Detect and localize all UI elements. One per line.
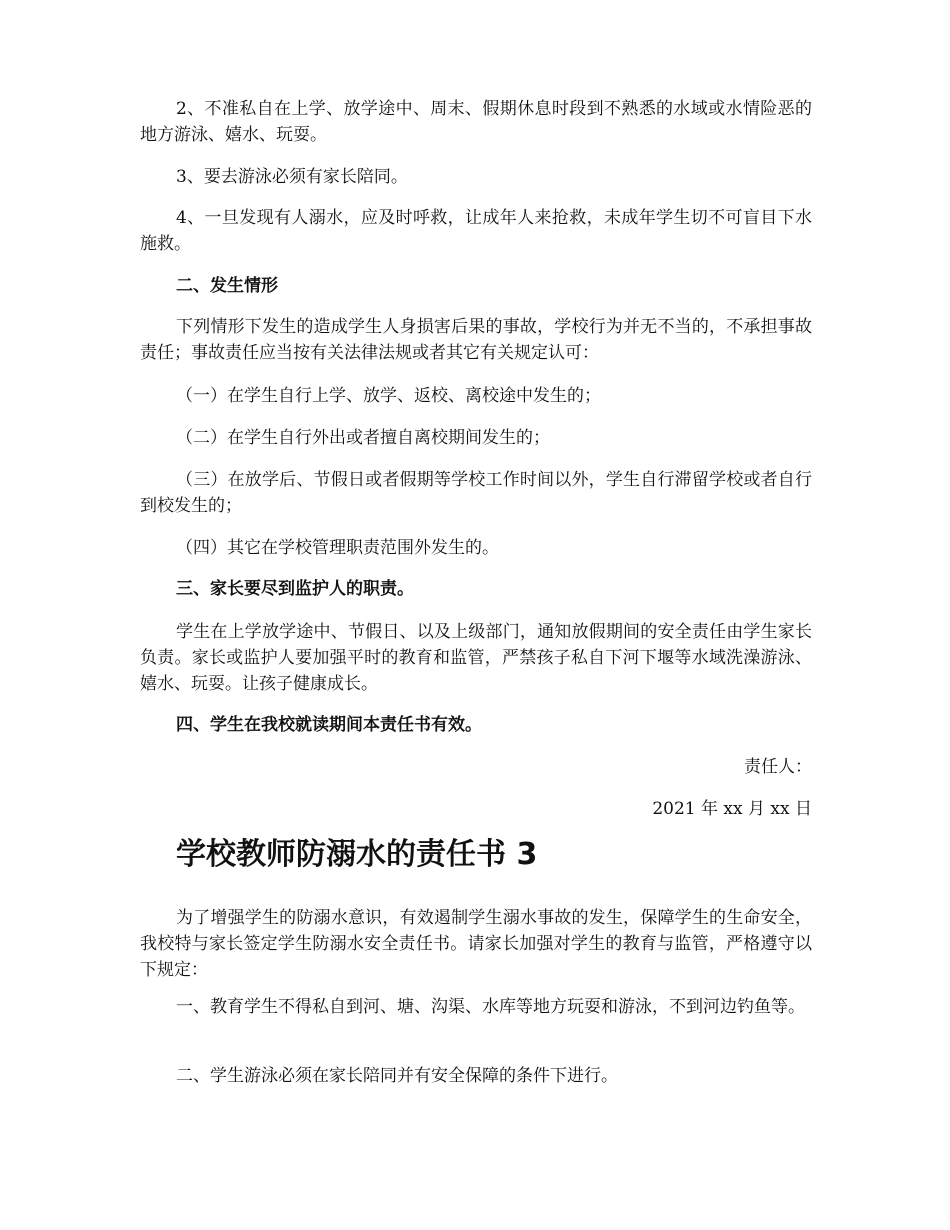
paragraph-rule-2: 二、学生游泳必须在家长陪同并有安全保障的条件下进行。 [176,1066,618,1086]
document-title: 学校教师防溺水的责任书 3 [176,837,538,872]
paragraph-case-2: （二）在学生自行外出或者擅自离校期间发生的； [176,428,550,448]
paragraph-case-3: （三）在放学后、节假日或者假期等学校工作时间以外，学生自行滞留学校或者自行到校发生的； [140,470,812,516]
paragraph-item-3: 3、要去游泳必须有家长陪同。 [176,167,408,187]
section-heading-guardian: 三、家长要尽到监护人的职责。 [176,579,414,599]
paragraph-rule-1: 一、教育学生不得私自到河、塘、沟渠、水库等地方玩耍和游泳，不到河边钓鱼等。 [176,997,805,1017]
paragraph-case-1: （一）在学生自行上学、放学、返校、离校途中发生的； [176,386,601,406]
paragraph-item-2: 2、不准私自在上学、放学途中、周末、假期休息时段到不熟悉的水域或水情险恶的地方游泳、嬉水、玩耍。 [140,99,812,145]
paragraph-occurrence-intro: 下列情形下发生的造成学生人身损害后果的事故，学校行为并无不当的，不承担事故责任；事故责任应当按有关法律法规或者其它有关规定认可： [140,317,812,363]
paragraph-item-4: 4、一旦发现有人溺水，应及时呼救，让成年人来抢救，未成年学生切不可盲目下水施救。 [140,208,812,254]
signature-person: 责任人： [744,757,812,777]
section-heading-validity: 四、学生在我校就读期间本责任书有效。 [176,715,482,735]
section-heading-occurrence: 二、发生情形 [176,276,278,296]
paragraph-case-4: （四）其它在学校管理职责范围外发生的。 [176,538,499,558]
paragraph-guardian-body: 学生在上学放学途中、节假日、以及上级部门，通知放假期间的安全责任由学生家长负责。家长或监护人要加强平时的教育和监管，严禁孩子私自下河下堰等水域洗澡游泳、嬉水、玩耍。让孩子健康成长。 [140,622,812,694]
signature-date: 2021 年 xx 月 xx 日 [652,799,812,819]
paragraph-doc3-intro: 为了增强学生的防溺水意识，有效遏制学生溺水事故的发生，保障学生的生命安全，我校特与家长签定学生防溺水安全责任书。请家长加强对学生的教育与监管，严格遵守以下规定： [140,908,812,980]
